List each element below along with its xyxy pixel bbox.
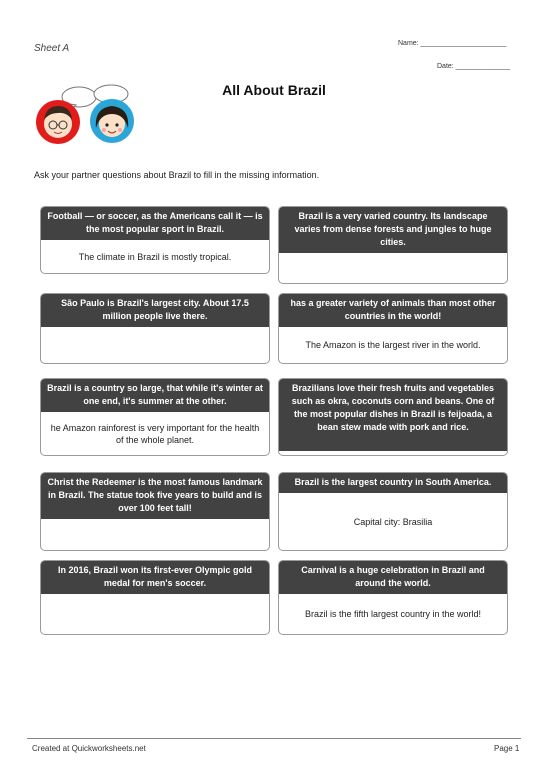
name-field: Name: ______________________ bbox=[398, 40, 507, 47]
girl-avatar-icon bbox=[90, 99, 134, 143]
card-header: Carnival is a huge celebration in Brazil and around the world. bbox=[279, 561, 507, 594]
page-title: All About Brazil bbox=[222, 82, 326, 98]
date-field: Date: ______________ bbox=[437, 63, 511, 70]
sheet-label: Sheet A bbox=[34, 43, 70, 54]
fact-card bbox=[278, 472, 508, 551]
footer-credit: Created at Quickworksheets.net bbox=[32, 744, 146, 753]
card-answer[interactable] bbox=[41, 594, 269, 634]
card-header: Brazil is a country so large, that while it's winter at one end, it's summer at the other. bbox=[41, 379, 269, 412]
page-number: Page 1 bbox=[494, 744, 520, 753]
card-answer[interactable] bbox=[279, 451, 507, 455]
fact-card bbox=[278, 206, 508, 284]
card-header: Brazil is a very varied country. Its landscape varies from dense forests and jungles to huge cities. bbox=[279, 207, 507, 253]
card-header: Christ the Redeemer is the most famous landmark in Brazil. The statue took five years to build and is over 100 feet tall! bbox=[41, 473, 269, 519]
card-header: Brazilians love their fresh fruits and vegetables such as okra, coconuts corn and beans. One of the most popular dishes in Brazil is feijoada, a bean stew made with pork and rice. bbox=[279, 379, 507, 451]
fact-card bbox=[40, 378, 270, 456]
card-header: has a greater variety of animals than most other countries in the world! bbox=[279, 294, 507, 327]
card-header: Brazil is the largest country in South America. bbox=[279, 473, 507, 493]
card-answer[interactable]: The climate in Brazil is mostly tropical. bbox=[78, 251, 232, 262]
card-header: In 2016, Brazil won its first-ever Olympic gold medal for men's soccer. bbox=[41, 561, 269, 594]
fact-card bbox=[278, 560, 508, 635]
fact-card bbox=[40, 560, 270, 635]
instructions: Ask your partner questions about Brazil to fill in the missing information. bbox=[34, 170, 320, 180]
fact-card bbox=[278, 293, 508, 364]
fact-card bbox=[40, 472, 270, 551]
card-answer[interactable]: he Amazon rainforest is very important for the health of the whole planet. bbox=[50, 422, 260, 445]
fact-card bbox=[40, 206, 270, 274]
fact-card bbox=[278, 378, 508, 456]
boy-avatar-icon bbox=[36, 100, 80, 144]
card-answer[interactable] bbox=[41, 519, 269, 550]
card-answer[interactable]: Capital city: Brasilia bbox=[353, 516, 433, 527]
card-header: São Paulo is Brazil's largest city. About 17.5 million people live there. bbox=[41, 294, 269, 327]
footer-divider bbox=[27, 738, 521, 739]
card-answer[interactable]: The Amazon is the largest river in the world. bbox=[305, 340, 481, 350]
card-answer[interactable] bbox=[279, 253, 507, 283]
fact-card bbox=[40, 293, 270, 364]
card-answer[interactable]: Brazil is the fifth largest country in the world! bbox=[304, 609, 482, 619]
card-header: Football — or soccer, as the Americans call it — is the most popular sport in Brazil. bbox=[41, 207, 269, 240]
card-answer[interactable] bbox=[41, 327, 269, 363]
